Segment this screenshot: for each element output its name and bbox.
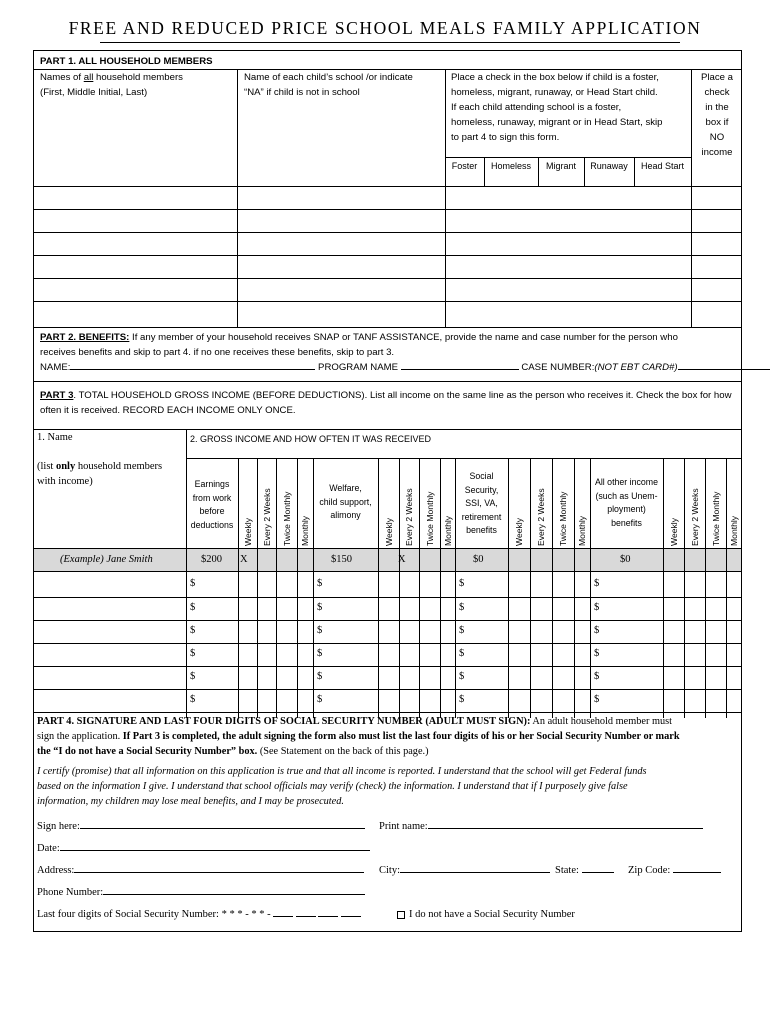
income-group-line: from work <box>192 492 232 503</box>
freq-monthly-label: Monthly <box>442 515 453 546</box>
grid-row-line <box>33 712 742 713</box>
date-row: Date: <box>37 843 370 854</box>
part3-col-name-header: 1. Name <box>37 432 73 443</box>
income-amount-welfare-field[interactable]: $ <box>317 602 323 613</box>
income-group-welfare-header <box>313 482 378 523</box>
income-amount-earnings-field[interactable]: $ <box>190 625 196 636</box>
income-amount-social-security-field[interactable]: $ <box>459 694 465 705</box>
income-amount-social-security-field[interactable]: $ <box>459 648 465 659</box>
status-check-cell[interactable] <box>446 233 690 255</box>
no-income-check-cell[interactable] <box>692 302 741 327</box>
part1-noincome-line: Place a <box>701 72 733 83</box>
status-check-cell[interactable] <box>446 279 690 301</box>
ssn-digit-2[interactable] <box>296 916 316 917</box>
school-name-cell[interactable] <box>238 279 444 301</box>
certify-statement: I certify (promise) that all information on this application is true and that all income is reported. I understand that the school will get Federal funds based on the information I give. I understand that school officials may verify (check) the information. I understand that if I purposely give false information, my children may lose meal benefits, and I may be prosecuted. <box>37 766 647 807</box>
income-amount-earnings-field[interactable]: $ <box>190 602 196 613</box>
grid-col-line <box>590 458 591 718</box>
freq-monthly-label: Monthly <box>729 515 739 546</box>
no-income-check-cell[interactable] <box>692 210 741 232</box>
city-row: City: <box>379 865 550 876</box>
income-group-line: benefits <box>466 525 497 535</box>
income-amount-welfare-field[interactable]: $ <box>317 577 323 589</box>
subcol-divider <box>538 157 539 186</box>
household-member-name-cell[interactable] <box>34 279 236 301</box>
status-check-cell[interactable] <box>446 210 690 232</box>
income-group-other-income-header <box>590 476 663 530</box>
part3-section: PART 3. TOTAL HOUSEHOLD GROSS INCOME (BEFORE DEDUCTIONS). List all income on the same line as the person who receives it. Check the box for how often it is received. RECORD EACH INCOME ONLY ONCE. <box>40 390 732 416</box>
state-field[interactable] <box>582 872 614 873</box>
grid-col-line <box>726 458 727 718</box>
income-amount-welfare-field[interactable]: $ <box>317 648 323 659</box>
example-welfare: $150 <box>331 554 352 565</box>
part1-noincome-line: box if <box>705 117 729 128</box>
part3-heading: PART 3 <box>40 390 74 401</box>
part4-heading: PART 4. SIGNATURE AND LAST FOUR DIGITS OF SOCIAL SECURITY NUMBER (ADULT MUST SIGN): <box>37 716 531 727</box>
freq-monthly-label: Monthly <box>577 515 587 546</box>
no-ssn-row <box>397 909 575 920</box>
grid-col-line <box>440 458 441 718</box>
address-row: Address: <box>37 865 364 876</box>
example-welfare-check: X <box>398 554 406 565</box>
income-member-name-cell[interactable] <box>34 644 185 666</box>
part1-col-status-header <box>451 70 663 145</box>
print-name-field[interactable] <box>428 828 703 829</box>
grid-col-line <box>186 429 187 718</box>
state-row: State: <box>555 865 614 876</box>
part2-program-field[interactable] <box>401 369 519 370</box>
grid-col-line <box>399 458 400 718</box>
part1-status-line: Place a check in the box below if child is a foster, <box>451 72 659 83</box>
income-amount-welfare-field[interactable]: $ <box>317 694 323 705</box>
income-member-name-cell[interactable] <box>34 598 185 620</box>
part3-list-note: (list only household members with income) <box>37 461 163 487</box>
income-group-line: retirement <box>461 511 502 522</box>
household-member-name-cell[interactable] <box>34 302 236 327</box>
income-amount-earnings-field[interactable]: $ <box>190 648 196 659</box>
status-check-cell[interactable] <box>446 256 690 278</box>
grid-row-line <box>33 548 742 549</box>
subcol-divider <box>584 157 585 186</box>
part1-status-line: homeless, migrant, runaway, or Head Start child. <box>451 87 658 98</box>
example-name: (Example) Jane Smith <box>60 554 153 565</box>
income-group-line: All other income <box>594 477 659 487</box>
freq-twice-monthly-label: Twice Monthly <box>281 491 292 546</box>
part1-heading: PART 1. ALL HOUSEHOLD MEMBERS <box>40 56 213 67</box>
part1-noincome-line: NO <box>709 132 725 143</box>
title-underline <box>100 42 680 43</box>
income-member-name-cell[interactable] <box>34 667 185 689</box>
date-field[interactable] <box>60 850 370 851</box>
income-group-line: Welfare, <box>329 483 362 493</box>
freq-weekly-label: Weekly <box>668 517 679 546</box>
grid-col-line <box>684 458 685 718</box>
school-name-cell[interactable] <box>238 302 444 327</box>
part1-status-line: homeless, runaway, migrant or in Head Start, skip <box>451 117 663 128</box>
household-member-name-cell[interactable] <box>34 233 236 255</box>
part1-subcol-head-start: Head Start <box>640 161 685 171</box>
part1-noincome-line: check <box>704 87 730 98</box>
grid-col-line <box>378 458 379 718</box>
grid-col-line <box>313 458 314 718</box>
grid-col-line <box>276 458 277 718</box>
income-amount-other-income-field[interactable]: $ <box>594 694 600 705</box>
income-amount-other-income-field[interactable]: $ <box>594 671 600 682</box>
part1-noincome-line: in the <box>705 102 729 113</box>
sign-here-field[interactable] <box>80 828 365 829</box>
grid-col-line <box>238 458 239 718</box>
zip-field[interactable] <box>673 872 721 873</box>
zip-row: Zip Code: <box>628 865 721 876</box>
income-amount-earnings-field[interactable]: $ <box>190 577 196 589</box>
school-name-cell[interactable] <box>238 233 444 255</box>
income-group-earnings-header <box>186 478 238 532</box>
print-name-row: Print name: <box>379 821 703 832</box>
income-group-line: benefits <box>611 517 642 528</box>
freq-twice-monthly-label: Twice Monthly <box>424 491 435 546</box>
part2-name-field[interactable] <box>70 369 315 370</box>
income-group-line: Social <box>469 471 494 481</box>
income-amount-social-security-field[interactable]: $ <box>459 625 465 636</box>
freq-weekly-label: Weekly <box>242 517 253 546</box>
ssn-row: Last four digits of Social Security Number: * * * - * * - <box>37 909 361 920</box>
part1-subcol-foster: Foster <box>451 161 478 171</box>
grid-col-line <box>508 458 509 718</box>
income-group-line: SSI, VA, <box>465 498 498 508</box>
part1-status-line: to part 4 to sign this form. <box>451 132 560 143</box>
part1-noincome-line: income <box>701 147 733 158</box>
household-member-name-cell[interactable] <box>34 256 236 278</box>
income-amount-welfare-field[interactable]: $ <box>317 671 323 682</box>
income-amount-earnings-field[interactable]: $ <box>190 671 196 682</box>
part1-col-names-header: Names of all household members (First, Middle Initial, Last) <box>40 72 183 98</box>
income-group-line: child support, <box>319 496 372 507</box>
part1-subcol-migrant: Migrant <box>545 161 576 171</box>
grid-col-line <box>297 458 298 718</box>
income-group-social-security-header <box>455 470 508 538</box>
household-member-name-cell[interactable] <box>34 187 236 209</box>
no-income-check-cell[interactable] <box>692 256 741 278</box>
income-amount-social-security-field[interactable]: $ <box>459 671 465 682</box>
income-group-line: before <box>199 506 225 516</box>
no-income-check-cell[interactable] <box>692 187 741 209</box>
no-ssn-label: I do not have a Social Security Number <box>409 909 575 920</box>
income-group-line: ployment) <box>607 504 646 514</box>
no-ssn-checkbox[interactable] <box>397 911 405 919</box>
income-amount-welfare-field[interactable]: $ <box>317 625 323 636</box>
freq-twice-monthly-label: Twice Monthly <box>710 491 721 546</box>
part1-col-school-header: Name of each child’s school /or indicate “NA” if child is not in school <box>244 72 413 98</box>
income-member-name-cell[interactable] <box>34 621 185 643</box>
ssn-digit-1[interactable] <box>273 916 293 917</box>
freq-twice-monthly-label: Twice Monthly <box>558 491 568 546</box>
freq-monthly-label: Monthly <box>300 515 310 546</box>
income-member-name-cell[interactable] <box>34 690 185 712</box>
part1-status-line: If each child attending school is a foster, <box>451 102 622 113</box>
grid-col-line <box>455 458 456 718</box>
income-amount-other-income-field[interactable]: $ <box>594 577 600 589</box>
grid-col-line <box>574 458 575 718</box>
income-group-line: (such as Unem- <box>595 490 658 501</box>
ssn-digit-4[interactable] <box>341 916 361 917</box>
subcol-divider <box>484 157 485 186</box>
freq-weekly-label: Weekly <box>383 517 394 546</box>
example-social: $0 <box>473 554 484 565</box>
example-other: $0 <box>620 554 631 565</box>
freq-weekly-label: Weekly <box>514 517 524 546</box>
example-earnings-check: X <box>240 554 248 565</box>
part1-subcol-homeless: Homeless <box>490 161 531 171</box>
phone-row: Phone Number: <box>37 887 365 898</box>
grid-col-line <box>419 458 420 718</box>
no-income-check-cell[interactable] <box>692 233 741 255</box>
grid-col-line <box>663 458 664 718</box>
page-title: FREE AND REDUCED PRICE SCHOOL MEALS FAMILY APPLICATION <box>68 18 702 38</box>
subcol-divider <box>634 157 635 186</box>
income-amount-other-income-field[interactable]: $ <box>594 602 600 613</box>
grid-col-line <box>705 458 706 718</box>
income-group-line: Security, <box>464 484 499 495</box>
sign-row: Sign here: <box>37 821 365 832</box>
income-amount-social-security-field[interactable]: $ <box>459 602 465 613</box>
school-name-cell[interactable] <box>238 256 444 278</box>
income-group-line: Earnings <box>194 479 230 489</box>
part3-col-income-header: 2. GROSS INCOME AND HOW OFTEN IT WAS RECEIVED <box>190 434 432 444</box>
household-member-name-cell[interactable] <box>34 210 236 232</box>
grid-col-line <box>552 458 553 718</box>
part2-case-number-field[interactable] <box>678 369 770 370</box>
ssn-digit-3[interactable] <box>318 916 338 917</box>
grid-col-line <box>257 458 258 718</box>
income-member-name-cell[interactable] <box>34 572 185 597</box>
income-amount-earnings-field[interactable]: $ <box>190 694 196 705</box>
city-field[interactable] <box>400 872 550 873</box>
phone-field[interactable] <box>103 894 365 895</box>
part1-col-noincome-header <box>693 70 741 160</box>
part4-section: PART 4. SIGNATURE AND LAST FOUR DIGITS OF SOCIAL SECURITY NUMBER (ADULT MUST SIGN): An adult household member must sign the application. If Part 3 is completed, the adult signing the form also must list the last four digits of his or her Social Security Number or mark the “I do not have a Social Security Number” box. (See Statement on the back of this page.) I certify (promise) that all information on this application is true and that all income is reported. I understand that the school will get Federal funds based on the information I give. I understand that school officials may verify (check) the information. I understand that if I purposely give false information, my children may lose meal benefits, and I may be prosecuted. <box>37 714 737 809</box>
status-check-cell[interactable] <box>446 302 690 327</box>
income-amount-other-income-field[interactable]: $ <box>594 648 600 659</box>
school-name-cell[interactable] <box>238 187 444 209</box>
income-group-line: deductions <box>190 519 234 530</box>
part2-section: PART 2. BENEFITS: If any member of your household receives SNAP or TANF ASSISTANCE, provide the name and case number for the person who receives benefits and skip to part 4. if no one receives these benefits, skip to part 3. NAME: PROGRAM NAME CASE NUMBER:(NOT EBT CARD#) <box>40 330 740 375</box>
income-group-line: alimony <box>330 510 361 520</box>
part2-heading: PART 2. BENEFITS: <box>40 332 130 343</box>
freq-every-2-weeks-label: Every 2 Weeks <box>404 488 414 546</box>
part1-subcol-runaway: Runaway <box>590 161 628 171</box>
income-amount-other-income-field[interactable]: $ <box>594 625 600 636</box>
status-check-cell[interactable] <box>446 187 690 209</box>
example-earnings: $200 <box>201 554 222 565</box>
no-income-check-cell[interactable] <box>692 279 741 301</box>
freq-every-2-weeks-label: Every 2 Weeks <box>689 488 700 546</box>
freq-every-2-weeks-label: Every 2 Weeks <box>536 488 546 546</box>
income-amount-social-security-field[interactable]: $ <box>459 577 465 589</box>
grid-col-line <box>530 458 531 718</box>
freq-every-2-weeks-label: Every 2 Weeks <box>261 488 272 546</box>
address-field[interactable] <box>74 872 364 873</box>
school-name-cell[interactable] <box>238 210 444 232</box>
